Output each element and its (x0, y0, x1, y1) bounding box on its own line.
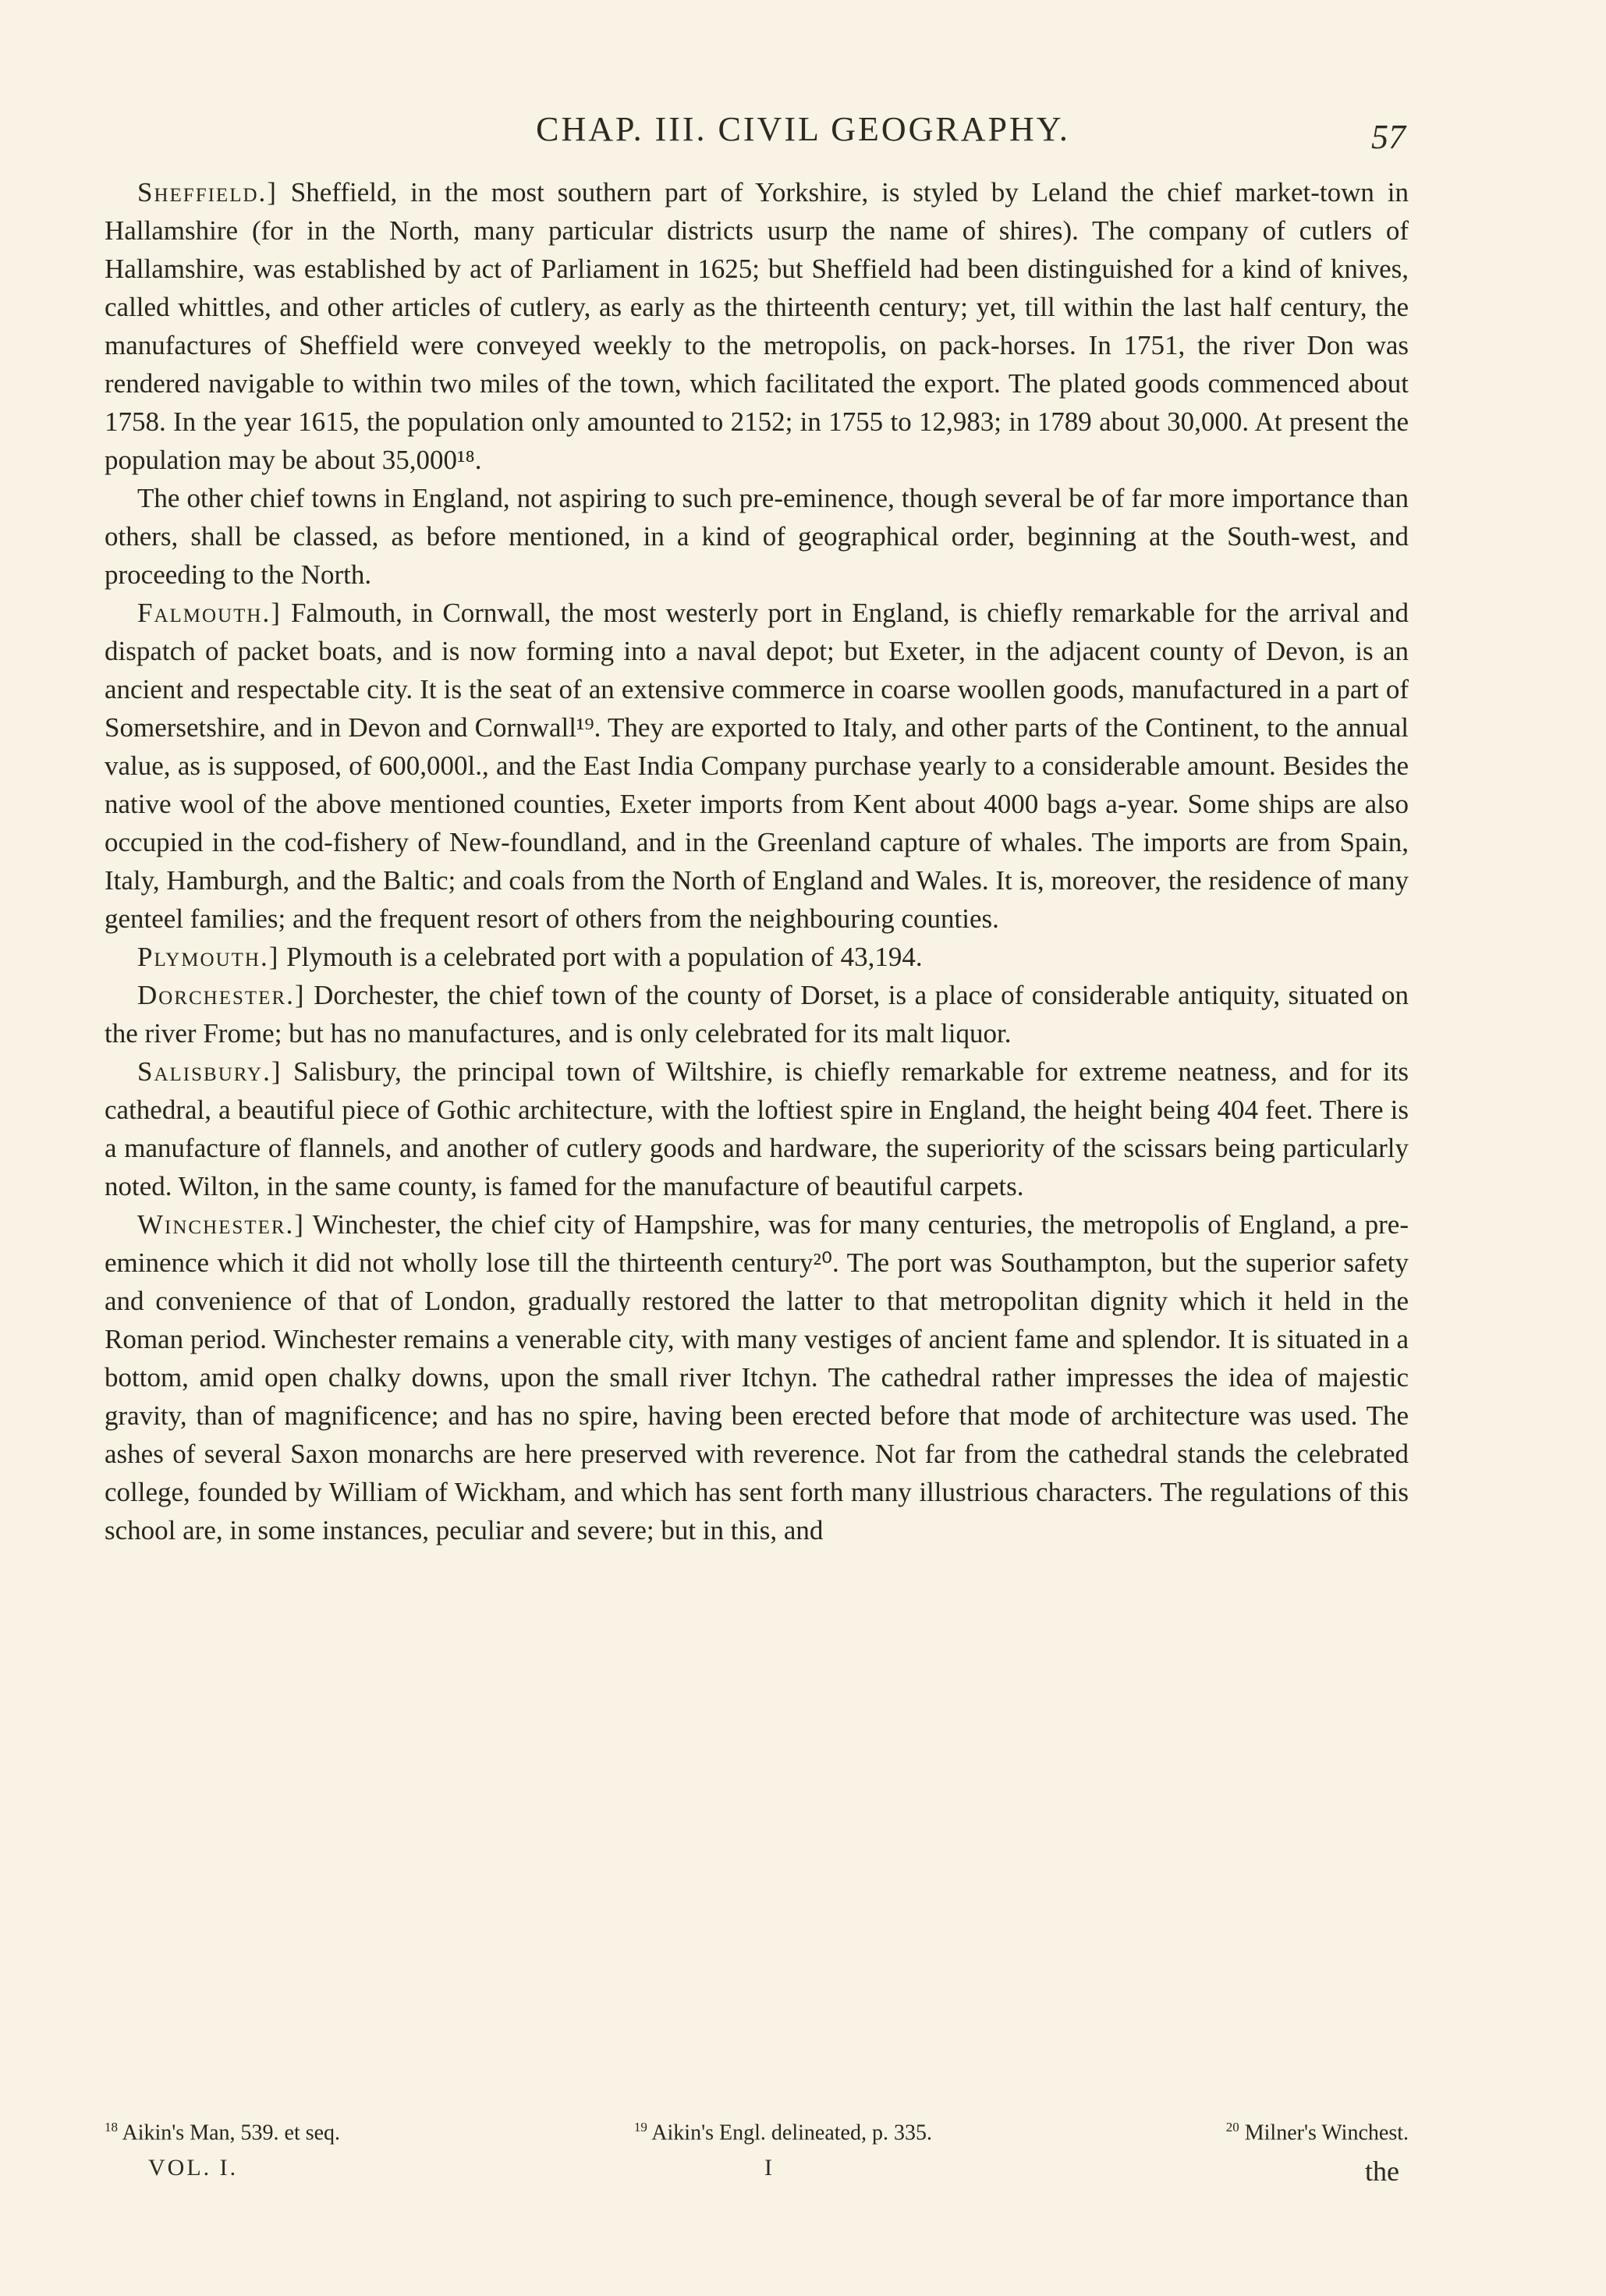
footnote-mark: 19 (633, 2120, 647, 2135)
footnote-text: Aikin's Engl. delineated, p. 335. (651, 2120, 932, 2145)
section-heading-plymouth: Plymouth.] (137, 942, 280, 972)
footnotes (105, 2113, 1409, 2148)
section-heading-winchester: Winchester.] (137, 1209, 305, 1240)
signature-mark: I (764, 2155, 772, 2181)
paragraph-salisbury (105, 1052, 1409, 1205)
paragraph-falmouth (105, 594, 1409, 938)
paragraph-text: Winchester, the chief city of Hampshire, was for many centuries, the metropolis of England, a pre-eminence which it did not wholly lose till the thirteenth century²⁰. The port was Southampton, but the superior safety and convenience of that of London, gradually restored the latter to that metropolitan dignity which it held in the Roman period. Winchester remains a venerable city, with many vestiges of ancient fame and splendor. It is situated in a bottom, amid open chalky downs, upon the small river Itchyn. The cathedral rather impresses the idea of majestic gravity, than of magnificence; and has no spire, having been erected before that mode of architecture was used. The ashes of several Saxon monarchs are here preserved with reverence. Not far from the cathedral stands the celebrated college, founded by William of Wickham, and which has sent forth many illustrious characters. The regulations of this school are, in some instances, peculiar and severe; but in this, and (105, 1209, 1409, 1545)
section-heading-salisbury: Salisbury.] (137, 1056, 282, 1087)
catchword: the (1365, 2156, 1399, 2187)
section-heading-sheffield: Sheffield.] (137, 177, 278, 208)
paragraph-text: The other chief towns in England, not aspiring to such pre-eminence, though several be of far more importance than others, shall be classed, as before mentioned, in a kind of geographical order, beginning at the South-west, and proceeding to the North. (105, 483, 1409, 590)
paragraph-dorchester (105, 976, 1409, 1052)
section-heading-falmouth: Falmouth.] (137, 598, 282, 628)
running-head: CHAP. III. CIVIL GEOGRAPHY. (536, 110, 1070, 148)
paragraph-plymouth (105, 938, 1409, 976)
footnote-text: Aikin's Man, 539. et seq. (122, 2120, 341, 2145)
paragraph-sheffield (105, 173, 1409, 479)
footnote-20 (1226, 2113, 1409, 2148)
paragraph-text: Dorchester, the chief town of the county of Dorset, is a place of considerable antiquity, situated on the river Frome; but has no manufactures, and is only celebrated for its malt liquor. (105, 980, 1409, 1049)
volume-label: VOL. I. (148, 2155, 239, 2181)
footnote-mark: 18 (105, 2120, 118, 2135)
page-number: 57 (1371, 118, 1406, 156)
paragraph-text: Plymouth is a celebrated port with a population of 43,194. (286, 942, 923, 972)
section-heading-dorchester: Dorchester.] (137, 980, 306, 1010)
footnote-19 (634, 2113, 932, 2148)
paragraph-winchester (105, 1205, 1409, 1549)
footnote-text: Milner's Winchest. (1244, 2120, 1409, 2145)
footnote-mark: 20 (1225, 2120, 1239, 2135)
paragraph-text: Salisbury, the principal town of Wiltshire, is chiefly remarkable for extreme neatness, and for its cathedral, a beautiful piece of Gothic architecture, with the loftiest spire in England, the height being 404 feet. There is a manufacture of flannels, and another of cutlery goods and hardware, the superiority of the scissars being particularly noted. Wilton, in the same county, is famed for the manufacture of beautiful carpets. (105, 1056, 1409, 1201)
body-text (105, 173, 1409, 1549)
page-signature-line (0, 2155, 1606, 2202)
paragraph-text: Sheffield, in the most southern part of Yorkshire, is styled by Leland the chief market-town in Hallamshire (for in the North, many particular districts usurp the name of shires). The company of cutlers of Hallamshire, was established by act of Parliament in 1625; but Sheffield had been distinguished for a kind of knives, called whittles, and other articles of cutlery, as early as the thirteenth century; yet, till within the last half century, the manufactures of Sheffield were conveyed weekly to the metropolis, on pack-horses. In 1751, the river Don was rendered navigable to within two miles of the town, which facilitated the export. The plated goods commenced about 1758. In the year 1615, the population only amounted to 2152; in 1755 to 12,983; in 1789 about 30,000. At present the population may be about 35,000¹⁸. (105, 177, 1409, 475)
paragraph-chief-towns (105, 479, 1409, 594)
footnote-18 (105, 2113, 340, 2148)
paragraph-text: Falmouth, in Cornwall, the most westerly port in England, is chiefly remarkable for the arrival and dispatch of packet boats, and is now forming into a naval depot; but Exeter, in the adjacent county of Devon, is an ancient and respectable city. It is the seat of an extensive commerce in coarse woollen goods, manufactured in a part of Somersetshire, and in Devon and Cornwall¹⁹. They are exported to Italy, and other parts of the Continent, to the annual value, as is supposed, of 600,000l., and the East India Company purchase yearly to a considerable amount. Besides the native wool of the above mentioned counties, Exeter imports from Kent about 4000 bags a-year. Some ships are also occupied in the cod-fishery of New-foundland, and in the Greenland capture of whales. The imports are from Spain, Italy, Hamburgh, and the Baltic; and coals from the North of England and Wales. It is, moreover, the residence of many genteel families; and the frequent resort of others from the neighbouring counties. (105, 598, 1409, 934)
